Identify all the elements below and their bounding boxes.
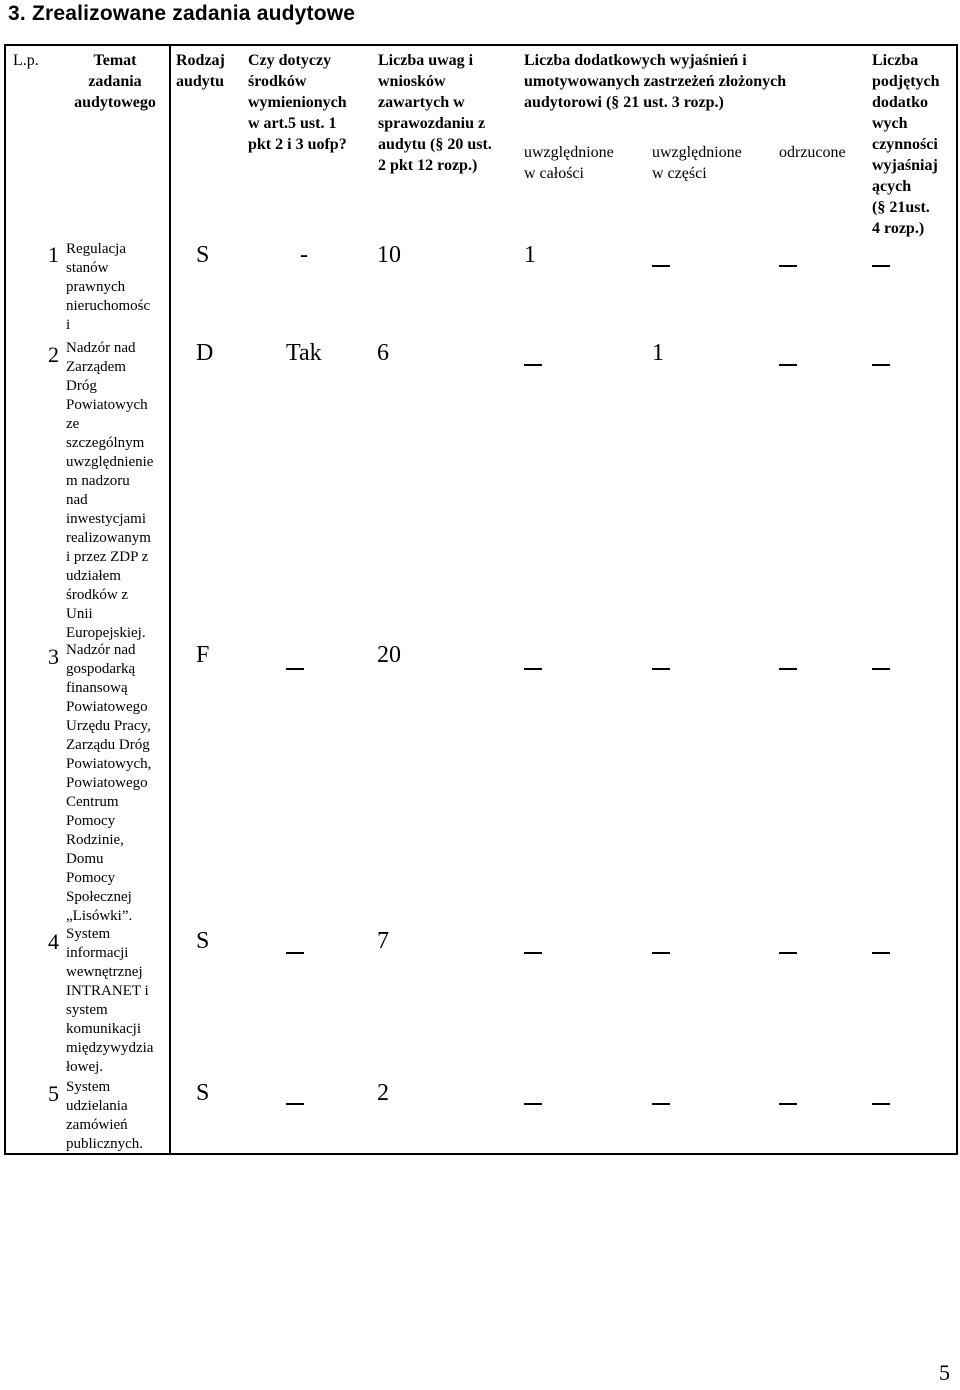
row-remarks: 6	[377, 340, 389, 366]
row-type: S	[196, 242, 210, 268]
row-topic: Regulacja stanów prawnych nieruchomośc i	[66, 241, 151, 333]
col-header-explanations: Liczba dodatkowych wyjaśnień i umotywowanych zastrzeżeń złożonych audytorowi (§ 21 ust. 3 rozp.)	[524, 52, 787, 111]
row-lp: 4	[48, 929, 59, 954]
col-header-actions: Liczba podjętych dodatko wych czynności wyjaśniaj ących (§ 21ust. 4 rozp.)	[872, 52, 940, 237]
row-type: F	[196, 642, 210, 668]
row-funds-dash	[286, 668, 304, 670]
row-full-dash	[524, 668, 542, 670]
subheader-full: uwzględnione w całości	[524, 144, 614, 182]
col-header-remarks: Liczba uwag i wniosków zawartych w sprawozdaniu z audytu (§ 20 ust. 2 pkt 12 rozp.)	[378, 52, 492, 174]
row-lp: 5	[48, 1081, 59, 1106]
row-rejected-dash	[779, 952, 797, 954]
col-header-type: Rodzaj audytu	[176, 52, 225, 90]
row-lp: 1	[48, 242, 59, 267]
row-lp: 2	[48, 342, 59, 367]
row-topic: System udzielania zamówień publicznych.	[66, 1079, 144, 1152]
row-funds-dash	[286, 952, 304, 954]
row-type: D	[196, 340, 214, 366]
row-funds-dash	[286, 1103, 304, 1105]
row-partial: 1	[652, 340, 664, 366]
row-rejected-dash	[779, 1103, 797, 1105]
row-rejected-dash	[779, 668, 797, 670]
section-heading: 3. Zrealizowane zadania audytowe	[8, 2, 356, 25]
row-type: S	[196, 1080, 210, 1106]
row-topic: Nadzór nad Zarządem Dróg Powiatowych ze szczególnym uwzględnienie m nadzoru nad inwestycjami realizowanym i przez ZDP z udziałem środków z Unii Europejskiej.	[66, 340, 154, 641]
row-partial-dash	[652, 668, 670, 670]
row-partial-dash	[652, 952, 670, 954]
row-remarks: 20	[377, 642, 401, 668]
row-actions-dash	[872, 668, 890, 670]
col-header-topic: Temat zadania audytowego	[74, 52, 156, 111]
subheader-rejected: odrzucone	[779, 144, 846, 161]
row-remarks: 7	[377, 928, 389, 954]
row-topic: System informacji wewnętrznej INTRANET i system komunikacji międzywydzia łowej.	[66, 926, 154, 1075]
row-remarks: 2	[377, 1080, 389, 1106]
row-full-dash	[524, 952, 542, 954]
row-topic: Nadzór nad gospodarką finansową Powiatowego Urzędu Pracy, Zarządu Dróg Powiatowych, Powiatowego Centrum Pomocy Rodzinie, Domu Pomocy Społecznej „Lisówki”.	[66, 642, 152, 924]
row-type: S	[196, 928, 210, 954]
row-partial-dash	[652, 265, 670, 267]
row-full-dash	[524, 364, 542, 366]
row-partial-dash	[652, 1103, 670, 1105]
row-rejected-dash	[779, 364, 797, 366]
row-rejected-dash	[779, 265, 797, 267]
row-full: 1	[524, 242, 536, 268]
row-actions-dash	[872, 364, 890, 366]
row-actions-dash	[872, 1103, 890, 1105]
row-actions-dash	[872, 265, 890, 267]
page-number: 5	[939, 1360, 950, 1385]
row-full-dash	[524, 1103, 542, 1105]
row-funds: -	[300, 242, 308, 268]
col-header-funds: Czy dotyczy środków wymienionych w art.5 ust. 1 pkt 2 i 3 uofp?	[248, 52, 347, 153]
subheader-partial: uwzględnione w części	[652, 144, 742, 182]
col-header-lp: L.p.	[13, 52, 39, 69]
row-actions-dash	[872, 952, 890, 954]
row-lp: 3	[48, 644, 59, 669]
row-remarks: 10	[377, 242, 401, 268]
row-funds: Tak	[286, 340, 322, 366]
